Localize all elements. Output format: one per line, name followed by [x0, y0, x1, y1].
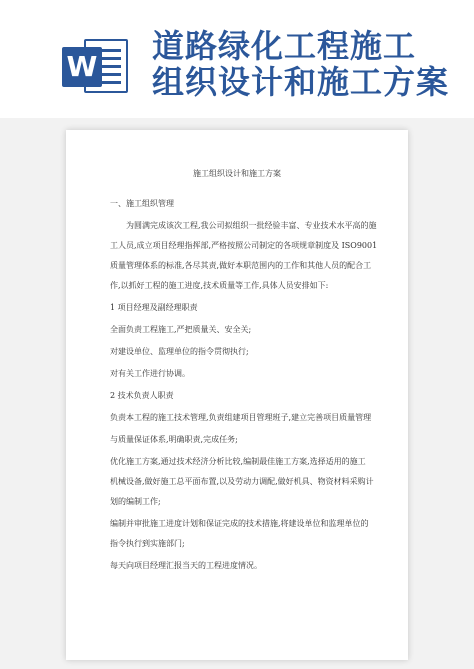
section-heading: 一、施工组织管理: [110, 199, 174, 208]
banner-title: [152, 28, 462, 100]
paragraph-line: 全面负责工程施工,严把质量关、安全关;: [110, 325, 252, 334]
paragraph-line: 对有关工作进行协调。: [110, 369, 190, 378]
banner-title-line-2: 组织设计和施工方案: [152, 63, 450, 101]
banner: [0, 0, 474, 118]
paragraph-line: 负责本工程的施工技术管理,负责组建项目管理班子,建立完善项目质量管理: [110, 413, 372, 422]
paragraph-line: 质量管理体系的标准,各尽其责,做好本职范围内的工作和其他人员的配合工: [110, 261, 372, 270]
paragraph-line: 划的编制工作;: [110, 497, 161, 506]
paragraph-line: 优化施工方案,通过技术经济分析比较,编制最佳施工方案,选择适用的施工: [110, 457, 366, 466]
word-letter-badge: W: [62, 47, 102, 87]
paragraph-line: 每天向项目经理汇报当天的工程进度情况。: [110, 561, 262, 570]
paragraph-line: 对建设单位、监理单位的指令贯彻执行;: [110, 347, 249, 356]
paragraph-line: 作,以抓好工程的施工进度,技术质量等工作,具体人员安排如下:: [110, 281, 329, 290]
banner-title-line-1: 道路绿化工程施工: [152, 27, 417, 65]
paragraph-line: 编制并审批施工进度计划和保证完成的技术措施,将建设单位和监理单位的: [110, 519, 369, 528]
document-title: 施工组织设计和施工方案: [193, 169, 281, 178]
document-page: [66, 130, 408, 660]
word-document-icon: [62, 35, 132, 97]
paragraph-line: 指令执行到实施部门;: [110, 539, 185, 548]
paragraph-line: 工人员,成立项目经理指挥部,严格按照公司制定的各项规章制度及 ISO9001: [110, 241, 378, 250]
subsection-heading: 1 项目经理及副经理职责: [110, 303, 198, 312]
paragraph-line: 机械设备,做好施工总平面布置,以及劳动力调配,做好机具、物资材料采购计: [110, 477, 374, 486]
paragraph-line: 与质量保证体系,明确职责,完成任务;: [110, 435, 238, 444]
paragraph-line: 为圆满完成该次工程,我公司拟组织一批经验丰富、专业技术水平高的施: [126, 221, 377, 230]
subsection-heading: 2 技术负责人职责: [110, 391, 174, 400]
